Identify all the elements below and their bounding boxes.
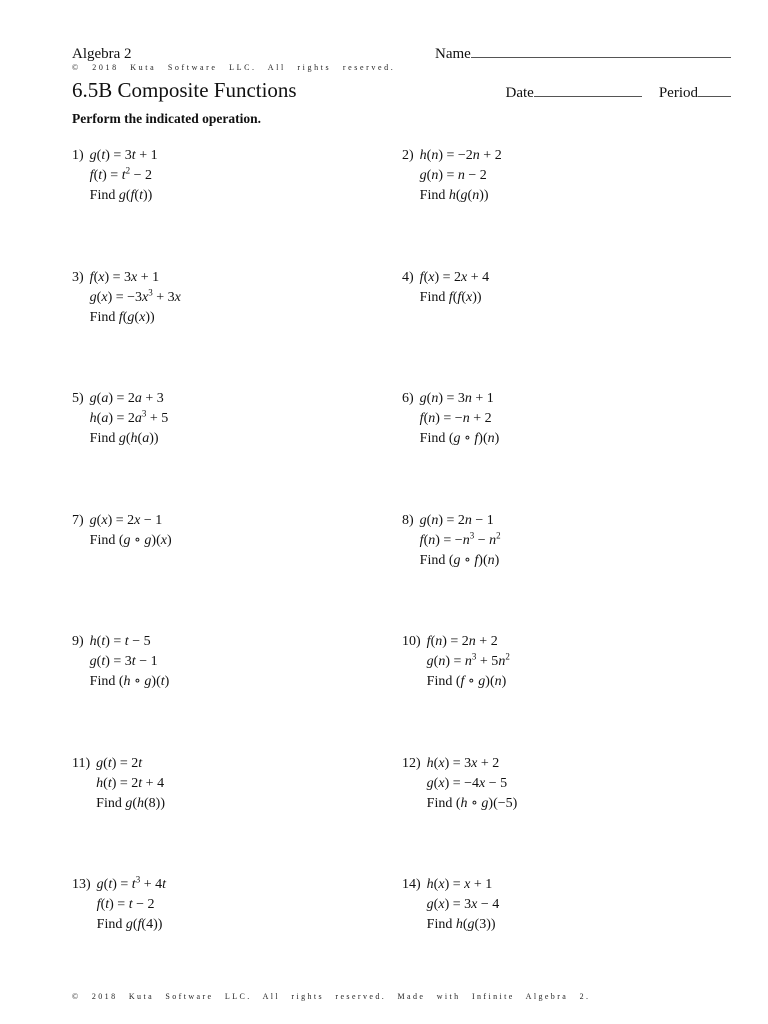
page-title: 6.5B Composite Functions: [72, 78, 297, 102]
function-definition: g(n) = 2n − 1: [419, 512, 494, 528]
problem-lines: [90, 268, 181, 328]
problem-number: 1): [72, 148, 84, 163]
find-line: Find g(f(t)): [89, 188, 153, 203]
function-definition: g(x) = 3x − 4: [426, 897, 500, 912]
problem-11: [72, 754, 402, 876]
course-label: Algebra 2: [72, 46, 132, 62]
problems-grid: [72, 146, 738, 997]
function-definition: g(t) = 3t − 1: [89, 654, 158, 669]
find-line: Find f(f(x)): [419, 289, 482, 305]
problem-lines: [420, 268, 489, 308]
problem-lines: [420, 511, 501, 571]
find-line: Find h(g(n)): [419, 188, 489, 203]
function-definition: h(x) = x + 1: [426, 877, 493, 892]
problem-12: [402, 754, 738, 876]
problem-lines: [427, 754, 518, 814]
problem-lines: [420, 389, 500, 449]
name-field: [435, 44, 731, 63]
find-line: Find (g ∘ g)(x): [89, 532, 172, 548]
function-definition: f(t) = t − 2: [96, 897, 155, 912]
problem-14: [402, 875, 738, 997]
instruction-text: Perform the indicated operation.: [72, 111, 261, 126]
find-line: Find (f ∘ g)(n): [426, 674, 507, 689]
function-definition: f(x) = 2x + 4: [419, 269, 490, 285]
function-definition: h(n) = −2n + 2: [419, 148, 502, 163]
problem-lines: [90, 511, 172, 551]
function-definition: $f(t) = t^2 - 2$: [89, 165, 152, 183]
function-definition: g(x) = −4x − 5: [426, 775, 508, 791]
date-period-field: [506, 83, 732, 102]
problem-number: 4): [402, 269, 414, 285]
problem-lines: [97, 875, 166, 935]
problem-13: [72, 875, 402, 997]
function-definition: f(n) = 2n + 2: [426, 634, 498, 649]
problem-lines: [90, 146, 158, 206]
problem-8: [402, 511, 738, 633]
function-definition: $f(n) = -n^3 - n^2$: [419, 529, 501, 548]
problem-lines: [90, 632, 170, 692]
find-line: Find (g ∘ f)(n): [419, 552, 500, 568]
find-line: Find g(f(4)): [96, 917, 163, 932]
function-definition: h(t) = 2t + 4: [96, 775, 165, 791]
problem-number: 8): [402, 512, 414, 528]
find-line: Find g(h(8)): [96, 795, 166, 811]
problem-lines: [427, 632, 510, 692]
function-definition: $g(x) = -3x^3 + 3x$: [89, 286, 181, 305]
problem-2: [402, 146, 738, 268]
header-row-2: [72, 78, 731, 103]
function-definition: $g(t) = t^3 + 4t$: [96, 874, 166, 892]
problem-lines: [420, 146, 502, 206]
function-definition: f(x) = 3x + 1: [89, 269, 160, 285]
problem-number: 3): [72, 269, 84, 285]
problem-10: [402, 632, 738, 754]
period-blank-line: [698, 83, 731, 97]
function-definition: g(a) = 2a + 3: [89, 391, 164, 406]
name-label: Name: [435, 46, 471, 62]
problem-lines: [427, 875, 500, 935]
problem-3: [72, 268, 402, 390]
copyright-top: © 2018 Kuta Software LLC. All rights reserved.: [72, 63, 396, 72]
date-blank-line: [534, 83, 642, 97]
function-definition: g(t) = 3t + 1: [89, 148, 158, 163]
period-label: Period: [658, 85, 698, 101]
function-definition: g(t) = 2t: [96, 755, 143, 771]
problem-number: 6): [402, 391, 414, 406]
problem-5: [72, 389, 402, 511]
copyright-footer: © 2018 Kuta Software LLC. All rights reserved. Made with Infinite Algebra 2.: [72, 992, 591, 1001]
problem-number: 5): [72, 391, 84, 406]
function-definition: g(x) = 2x − 1: [89, 512, 163, 528]
find-line: Find g(h(a)): [89, 431, 159, 446]
problem-4: [402, 268, 738, 390]
problem-7: [72, 511, 402, 633]
find-line: Find h(g(3)): [426, 917, 496, 932]
date-label: Date: [505, 85, 534, 101]
function-definition: $g(n) = n^3 + 5n^2$: [426, 651, 510, 669]
problem-number: 2): [402, 148, 414, 163]
problem-6: [402, 389, 738, 511]
function-definition: f(n) = −n + 2: [419, 411, 492, 426]
function-definition: h(t) = t − 5: [89, 634, 151, 649]
problem-number: 11): [72, 755, 91, 771]
function-definition: g(n) = 3n + 1: [419, 391, 494, 406]
find-line: Find f(g(x)): [89, 309, 155, 325]
problem-1: [72, 146, 402, 268]
name-blank-line: [471, 44, 731, 58]
problem-lines: [90, 389, 169, 449]
header-row-1: [72, 44, 731, 63]
problem-number: 12): [402, 755, 421, 771]
function-definition: $h(a) = 2a^3 + 5$: [89, 408, 169, 426]
problem-number: 10): [402, 634, 421, 649]
function-definition: g(n) = n − 2: [419, 168, 487, 183]
find-line: Find (g ∘ f)(n): [419, 431, 500, 446]
find-line: Find (h ∘ g)(−5): [426, 795, 518, 811]
function-definition: h(x) = 3x + 2: [426, 755, 500, 771]
problem-number: 14): [402, 877, 421, 892]
problem-9: [72, 632, 402, 754]
problem-number: 9): [72, 634, 84, 649]
find-line: Find (h ∘ g)(t): [89, 674, 170, 689]
problem-lines: [96, 754, 165, 814]
problem-number: 13): [72, 877, 91, 892]
problem-number: 7): [72, 512, 84, 528]
